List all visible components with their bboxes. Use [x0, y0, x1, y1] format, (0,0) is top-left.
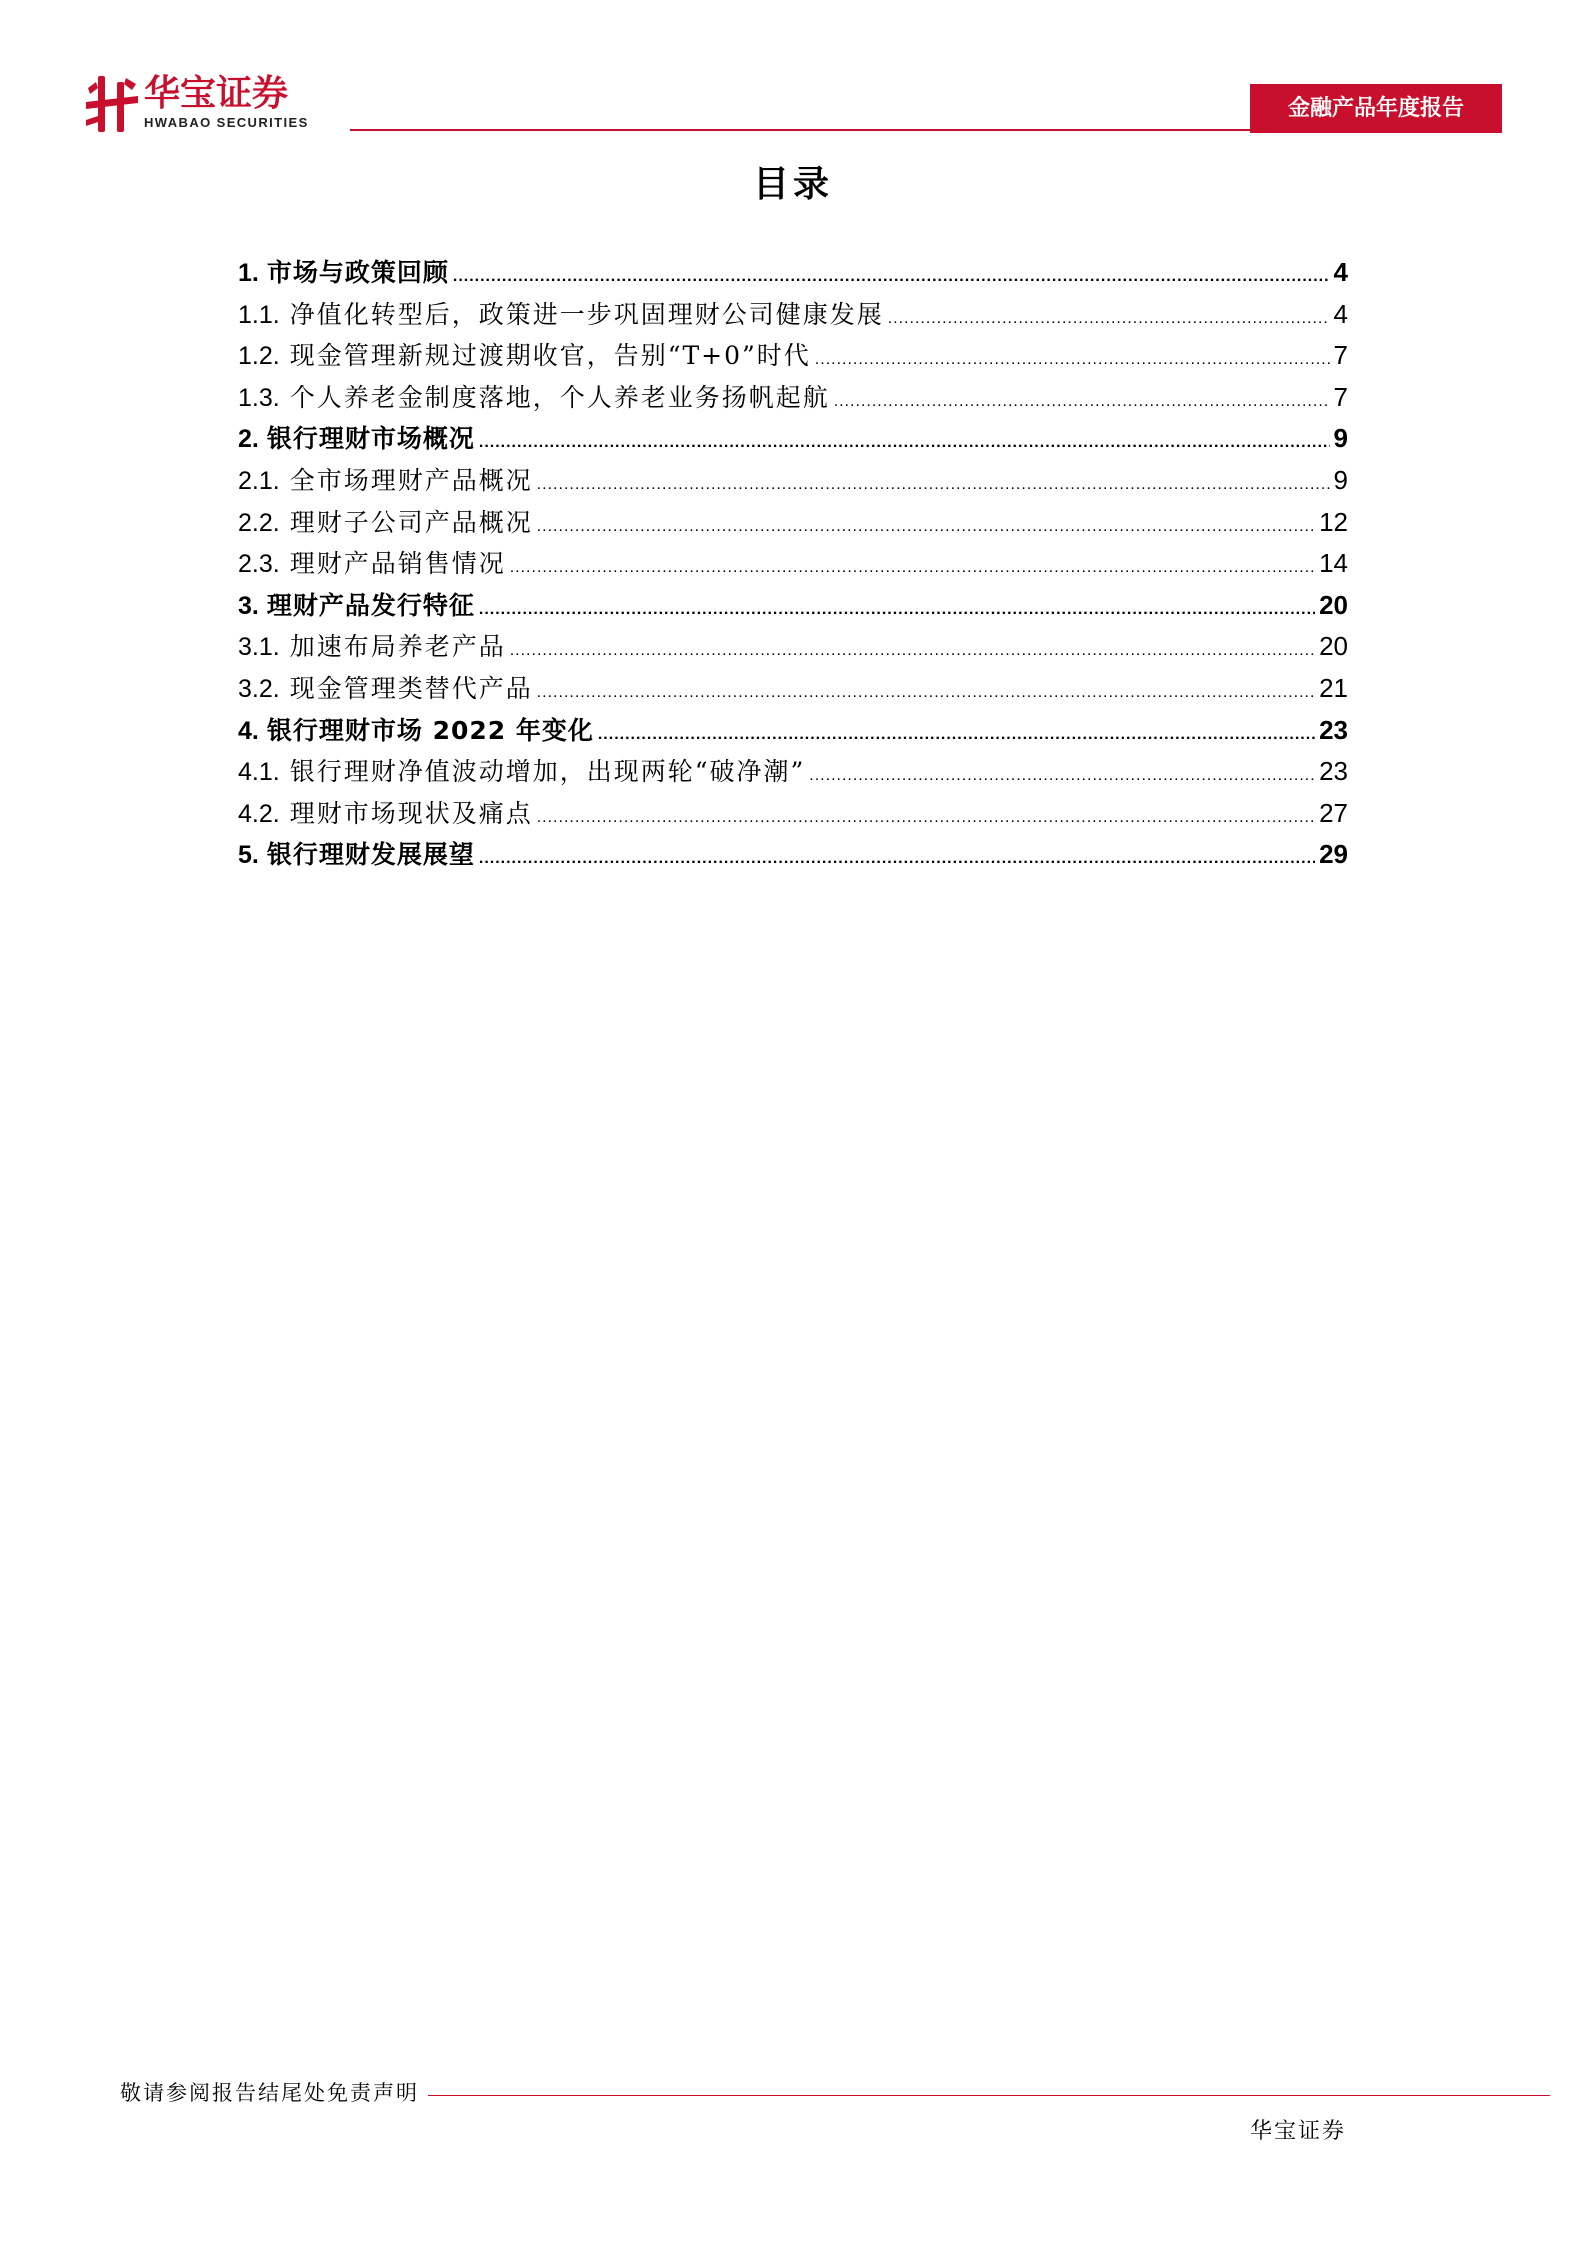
toc-entry-title: 现金管理新规过渡期收官，告别“T+0”时代	[289, 341, 811, 371]
toc-entry-number: 5.	[238, 841, 259, 870]
toc-dot-leader	[479, 422, 1330, 464]
toc-entry-number: 2.	[238, 425, 259, 454]
toc-entry-title: 全市场理财产品概况	[289, 465, 533, 495]
toc-chapter-entry[interactable]	[238, 418, 1348, 460]
toc-entry-title: 理财产品发行特征	[266, 590, 475, 620]
toc-entry-title: 银行理财发展展望	[266, 840, 475, 870]
company-logo	[84, 72, 354, 134]
toc-entry-number: 3.	[238, 591, 259, 620]
page-header	[0, 0, 1586, 140]
logo-chinese-name: 华宝证券	[144, 73, 289, 114]
toc-entry-number: 1.	[238, 259, 259, 287]
toc-dot-leader	[815, 339, 1330, 381]
toc-entry-title: 市场与政策回顾	[266, 258, 449, 287]
toc-dot-leader	[510, 630, 1315, 672]
toc-dot-leader	[888, 298, 1330, 340]
toc-entry-number: 4.	[238, 716, 259, 745]
toc-entry-page: 9	[1333, 464, 1348, 495]
toc-entry-title: 理财产品销售情况	[289, 549, 506, 579]
toc-entry-title: 理财子公司产品概况	[289, 507, 533, 537]
toc-entry-title: 银行理财市场 2022 年变化	[266, 715, 594, 745]
toc-entry-number: 2.1.	[238, 466, 280, 495]
toc-entry-number: 4.1.	[238, 758, 280, 787]
toc-entry-number: 1.2.	[238, 342, 280, 371]
toc-entry-page: 20	[1319, 589, 1348, 620]
toc-section-entry[interactable]	[238, 668, 1348, 710]
toc-entry-number: 2.3.	[238, 550, 280, 579]
toc-entry-title: 银行理财净值波动增加，出现两轮“破净潮”	[289, 757, 806, 787]
toc-entry-title: 净值化转型后，政策进一步巩固理财公司健康发展	[289, 299, 884, 329]
toc-section-entry[interactable]	[238, 377, 1348, 419]
toc-entry-title: 加速布局养老产品	[289, 632, 506, 662]
toc-chapter-entry[interactable]	[238, 585, 1348, 627]
toc-entry-page: 9	[1333, 423, 1348, 454]
toc-entry-number: 1.1.	[238, 300, 280, 329]
toc-entry-number: 1.3.	[238, 383, 280, 412]
header-divider	[350, 129, 1250, 131]
toc-entry-page: 20	[1319, 631, 1348, 662]
toc-entry-title: 理财市场现状及痛点	[289, 798, 533, 828]
toc-entry-page: 27	[1319, 797, 1348, 828]
toc-section-entry[interactable]	[238, 793, 1348, 835]
hwabao-logo-icon	[84, 72, 140, 134]
footer-divider	[428, 2095, 1550, 2096]
toc-dot-leader	[809, 755, 1315, 797]
toc-section-entry[interactable]	[238, 460, 1348, 502]
toc-section-entry[interactable]	[238, 294, 1348, 336]
toc-dot-leader	[834, 381, 1330, 423]
toc-entry-title: 现金管理类替代产品	[289, 673, 533, 703]
toc-entry-number: 3.1.	[238, 633, 280, 662]
toc-dot-leader	[479, 838, 1315, 880]
toc-section-entry[interactable]	[238, 543, 1348, 585]
toc-entry-page: 29	[1319, 839, 1348, 870]
toc-entry-number: 4.2.	[238, 799, 280, 828]
toc-entry-page: 7	[1333, 340, 1348, 371]
toc-section-entry[interactable]	[238, 626, 1348, 668]
toc-entry-number: 3.2.	[238, 674, 280, 703]
toc-chapter-entry[interactable]	[238, 252, 1348, 294]
toc-dot-leader	[537, 506, 1315, 548]
toc-entry-page: 4	[1333, 257, 1348, 287]
page-title: 目录	[752, 164, 833, 205]
toc-dot-leader	[537, 672, 1315, 714]
logo-english-name: HWABAO SECURITIES	[144, 115, 309, 130]
toc-entry-title: 个人养老金制度落地，个人养老业务扬帆起航	[289, 382, 830, 412]
toc-chapter-entry[interactable]	[238, 834, 1348, 876]
toc-entry-page: 12	[1319, 506, 1348, 537]
table-of-contents	[238, 252, 1348, 876]
toc-entry-page: 7	[1333, 381, 1348, 412]
toc-entry-page: 14	[1319, 548, 1348, 579]
toc-entry-number: 2.2.	[238, 508, 280, 537]
toc-entry-page: 23	[1319, 756, 1348, 787]
toc-entry-title: 银行理财市场概况	[266, 424, 475, 454]
toc-dot-leader	[453, 256, 1330, 298]
toc-section-entry[interactable]	[238, 502, 1348, 544]
footer-brand: 华宝证券	[1250, 2119, 1347, 2144]
toc-dot-leader	[479, 589, 1315, 631]
toc-entry-page: 23	[1319, 714, 1348, 745]
toc-chapter-entry[interactable]	[238, 710, 1348, 752]
toc-dot-leader	[537, 797, 1315, 839]
footer-disclaimer: 敬请参阅报告结尾处免责声明	[120, 2081, 419, 2105]
report-type-badge: 金融产品年度报告	[1250, 84, 1502, 133]
toc-entry-page: 4	[1333, 298, 1348, 329]
toc-section-entry[interactable]	[238, 335, 1348, 377]
toc-entry-page: 21	[1319, 672, 1348, 703]
toc-dot-leader	[537, 464, 1330, 506]
toc-dot-leader	[598, 714, 1315, 756]
toc-dot-leader	[510, 547, 1315, 589]
toc-section-entry[interactable]	[238, 751, 1348, 793]
